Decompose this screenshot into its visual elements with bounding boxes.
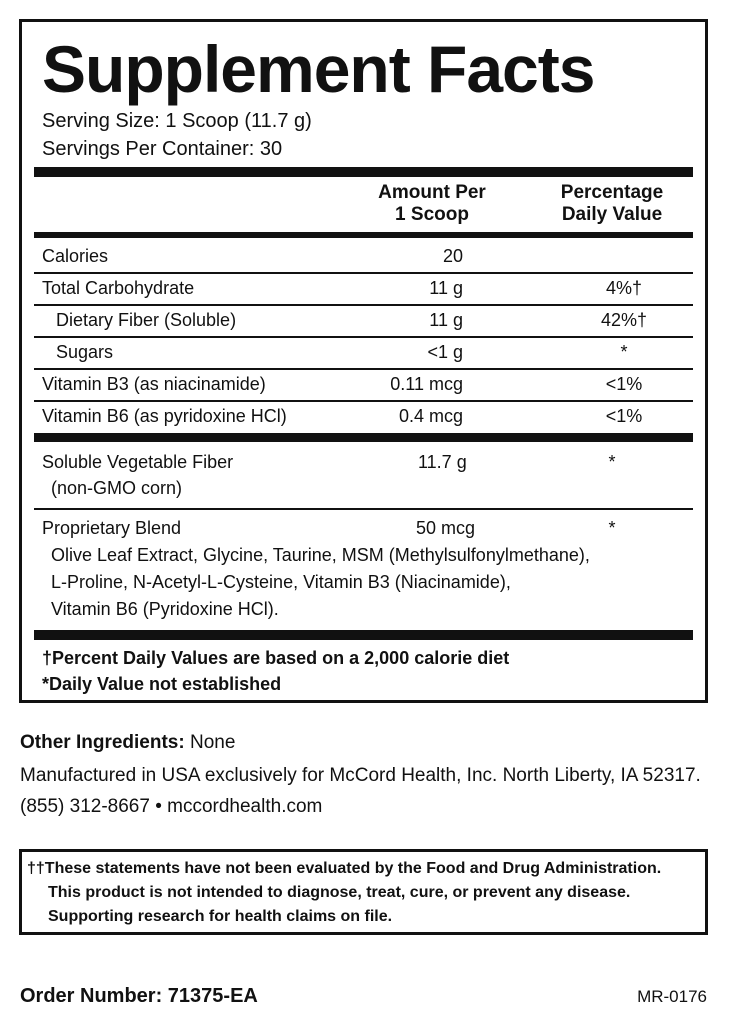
blend-ingredients-line3: Vitamin B6 (Pyridoxine HCl). [51, 599, 279, 619]
header-divider [34, 232, 693, 238]
amount-column-header [367, 182, 497, 226]
table-row [34, 272, 693, 304]
thick-divider [34, 630, 693, 640]
fiber-source: (non-GMO corn) [51, 478, 183, 498]
disclaimer-line1: ††These statements have not been evaluated by the Food and Drug Administration. [27, 860, 662, 877]
row-amount: 20 [442, 246, 463, 266]
thick-divider [34, 167, 693, 177]
table-row [34, 336, 693, 368]
blend-ingredients-line1: Olive Leaf Extract, Glycine, Taurine, MSM (Methylsulfonylmethane), [51, 545, 590, 565]
disclaimer-line2: This product is not intended to diagnose, treat, cure, or prevent any disease. [48, 884, 631, 901]
other-ingredients-value: None [184, 732, 236, 753]
row-name: Calories [42, 246, 109, 266]
row-amount: 11 g [429, 310, 463, 330]
fiber-amount: 11.7 g [418, 452, 467, 472]
manufacturer-line: Manufactured in USA exclusively for McCord Health, Inc. North Liberty, IA 52317. [20, 765, 701, 786]
disclaimer-line3: Supporting research for health claims on file. [48, 908, 393, 925]
dv-header-line1: Percentage [560, 182, 664, 203]
row-amount: 0.11 mcg [390, 374, 463, 394]
other-ingredients [20, 728, 235, 758]
table-row [34, 368, 693, 400]
table-row [34, 304, 693, 336]
contact-line: (855) 312-8667 • mccordhealth.com [20, 796, 323, 817]
product-code: MR-0176 [637, 987, 707, 1006]
dv-column-header [542, 182, 682, 226]
blend-ingredients-line2: L-Proline, N-Acetyl-L-Cysteine, Vitamin B3 (Niacinamide), [51, 572, 511, 592]
footnote-percent-dv: †Percent Daily Values are based on a 2,000 calorie diet [42, 648, 510, 668]
row-dv: <1% [605, 374, 643, 394]
blend-name: Proprietary Blend [42, 518, 182, 538]
blend-amount: 50 mcg [416, 518, 476, 538]
row-dv: * [620, 342, 628, 362]
fiber-name: Soluble Vegetable Fiber [42, 452, 234, 472]
row-amount: 0.4 mcg [398, 406, 463, 426]
row-name: Vitamin B6 (as pyridoxine HCl) [42, 406, 287, 426]
thick-divider [34, 433, 693, 442]
row-dv: 4%† [605, 278, 643, 298]
order-number: Order Number: 71375-EA [20, 985, 258, 1007]
supplement-facts-panel [19, 19, 708, 703]
row-name: Total Carbohydrate [42, 278, 195, 298]
row-name: Vitamin B3 (as niacinamide) [42, 374, 266, 394]
fiber-dv: * [608, 452, 616, 472]
panel-title: Supplement Facts [42, 32, 595, 106]
footnote-dv-not-established: *Daily Value not established [42, 674, 282, 694]
row-name: Dietary Fiber (Soluble) [56, 310, 237, 330]
row-name: Sugars [56, 342, 114, 362]
dv-header-line2: Daily Value [561, 204, 663, 225]
row-divider [34, 508, 693, 510]
row-amount: <1 g [427, 342, 463, 362]
other-ingredients-label: Other Ingredients: [20, 732, 185, 753]
table-row [34, 400, 693, 432]
amount-header-line1: Amount Per [378, 182, 486, 203]
amount-header-line2: 1 Scoop [395, 204, 469, 225]
servings-per-container: Servings Per Container: 30 [42, 138, 283, 160]
fda-disclaimer [19, 849, 708, 935]
table-row [34, 240, 693, 272]
row-dv: 42%† [600, 310, 648, 330]
row-dv: <1% [605, 406, 643, 426]
row-amount: 11 g [429, 278, 463, 298]
blend-dv: * [608, 518, 616, 538]
serving-size: Serving Size: 1 Scoop (11.7 g) [42, 110, 312, 132]
